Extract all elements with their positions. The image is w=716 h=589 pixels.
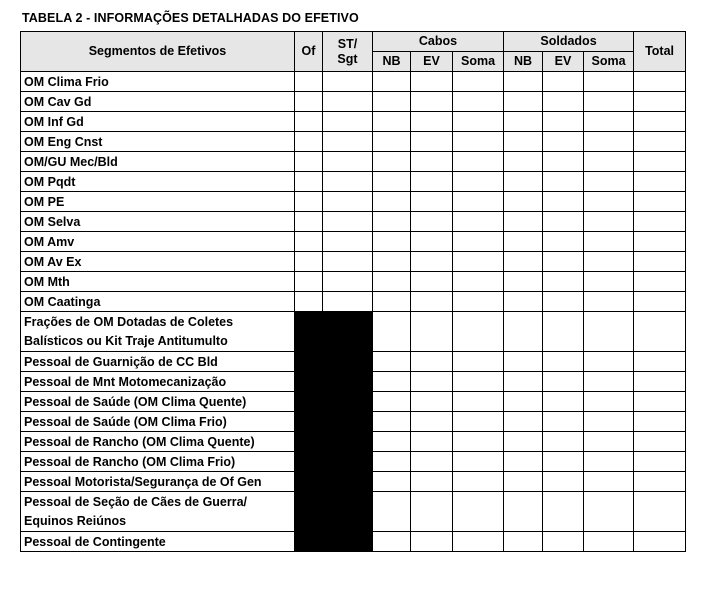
cell-total[interactable] (634, 352, 686, 372)
row-label: Pessoal de Contingente (21, 532, 295, 552)
cell-soldados-nb[interactable] (504, 352, 543, 372)
header-soldados-ev: EV (543, 52, 584, 72)
cell-soldados-nb[interactable] (504, 72, 543, 92)
cell-total[interactable] (634, 412, 686, 432)
cell-st-sgt[interactable] (323, 272, 373, 292)
cell-of (295, 452, 323, 472)
header-st-sgt (323, 32, 373, 72)
table-row (21, 292, 686, 312)
cell-cabos-nb[interactable] (373, 472, 411, 492)
row-label: OM Pqdt (21, 172, 295, 192)
cell-soldados-ev[interactable] (543, 432, 584, 452)
cell-soldados-ev[interactable] (543, 472, 584, 492)
cell-soldados-nb[interactable] (504, 252, 543, 272)
cell-cabos-ev[interactable] (411, 172, 453, 192)
cell-st-sgt (323, 432, 373, 452)
cell-soldados-nb[interactable] (504, 132, 543, 152)
cell-soldados-nb[interactable] (504, 472, 543, 492)
cell-cabos-soma[interactable] (453, 232, 504, 252)
cell-total[interactable] (634, 152, 686, 172)
cell-soldados-ev[interactable] (543, 352, 584, 372)
cell-st-sgt[interactable] (323, 252, 373, 272)
cell-soldados-soma[interactable] (584, 112, 634, 132)
cell-st-sgt[interactable] (323, 172, 373, 192)
table-row (21, 132, 686, 152)
table-body (21, 72, 686, 552)
cell-st-sgt (323, 392, 373, 412)
header-cabos-nb: NB (373, 52, 411, 72)
table-row (21, 432, 686, 452)
cell-cabos-ev[interactable] (411, 212, 453, 232)
cell-of[interactable] (295, 72, 323, 92)
row-label: OM Clima Frio (21, 72, 295, 92)
cell-of[interactable] (295, 172, 323, 192)
cell-of (295, 312, 323, 352)
cell-cabos-soma[interactable] (453, 492, 504, 532)
table-row (21, 472, 686, 492)
cell-st-sgt[interactable] (323, 292, 373, 312)
cell-cabos-nb[interactable] (373, 152, 411, 172)
table-row (21, 92, 686, 112)
cell-soldados-nb[interactable] (504, 432, 543, 452)
table-row (21, 452, 686, 472)
cell-soldados-nb[interactable] (504, 292, 543, 312)
table-row (21, 532, 686, 552)
cell-cabos-soma[interactable] (453, 292, 504, 312)
cell-cabos-soma[interactable] (453, 412, 504, 432)
cell-total[interactable] (634, 252, 686, 272)
cell-soldados-ev[interactable] (543, 532, 584, 552)
cell-soldados-soma[interactable] (584, 472, 634, 492)
cell-cabos-soma[interactable] (453, 72, 504, 92)
cell-cabos-nb[interactable] (373, 132, 411, 152)
cell-soldados-soma[interactable] (584, 392, 634, 412)
cell-soldados-ev[interactable] (543, 72, 584, 92)
cell-cabos-soma[interactable] (453, 212, 504, 232)
header-st-line2: Sgt (337, 51, 358, 66)
cell-of (295, 432, 323, 452)
table-row (21, 152, 686, 172)
cell-soldados-soma[interactable] (584, 232, 634, 252)
cell-total[interactable] (634, 312, 686, 352)
cell-cabos-nb[interactable] (373, 252, 411, 272)
header-soldados-nb: NB (504, 52, 543, 72)
cell-cabos-soma[interactable] (453, 132, 504, 152)
cell-soldados-nb[interactable] (504, 92, 543, 112)
cell-soldados-nb[interactable] (504, 492, 543, 532)
cell-soldados-ev[interactable] (543, 292, 584, 312)
cell-cabos-soma[interactable] (453, 472, 504, 492)
cell-of[interactable] (295, 232, 323, 252)
row-label: OM PE (21, 192, 295, 212)
cell-soldados-nb[interactable] (504, 372, 543, 392)
cell-cabos-nb[interactable] (373, 112, 411, 132)
cell-soldados-nb[interactable] (504, 152, 543, 172)
cell-of[interactable] (295, 292, 323, 312)
cell-soldados-soma[interactable] (584, 532, 634, 552)
cell-cabos-ev[interactable] (411, 92, 453, 112)
cell-soldados-soma[interactable] (584, 352, 634, 372)
cell-cabos-ev[interactable] (411, 372, 453, 392)
cell-soldados-soma[interactable] (584, 152, 634, 172)
cell-soldados-ev[interactable] (543, 212, 584, 232)
row-label: OM Eng Cnst (21, 132, 295, 152)
table-row (21, 352, 686, 372)
cell-cabos-nb[interactable] (373, 532, 411, 552)
cell-cabos-soma[interactable] (453, 432, 504, 452)
cell-soldados-nb[interactable] (504, 112, 543, 132)
cell-soldados-ev[interactable] (543, 132, 584, 152)
table-row (21, 412, 686, 432)
cell-soldados-ev[interactable] (543, 272, 584, 292)
cell-total[interactable] (634, 292, 686, 312)
cell-of (295, 492, 323, 532)
cell-soldados-ev[interactable] (543, 172, 584, 192)
table-row (21, 72, 686, 92)
cell-total[interactable] (634, 452, 686, 472)
efetivo-table (20, 31, 686, 552)
cell-soldados-ev[interactable] (543, 192, 584, 212)
cell-cabos-soma[interactable] (453, 392, 504, 412)
cell-cabos-ev[interactable] (411, 112, 453, 132)
cell-cabos-nb[interactable] (373, 312, 411, 352)
cell-cabos-ev[interactable] (411, 232, 453, 252)
cell-cabos-nb[interactable] (373, 412, 411, 432)
header-segmentos: Segmentos de Efetivos (21, 32, 295, 72)
cell-total[interactable] (634, 112, 686, 132)
cell-soldados-soma[interactable] (584, 132, 634, 152)
cell-soldados-soma[interactable] (584, 92, 634, 112)
cell-of (295, 392, 323, 412)
cell-total[interactable] (634, 172, 686, 192)
header-cabos: Cabos (373, 32, 504, 52)
cell-cabos-soma[interactable] (453, 352, 504, 372)
table-row (21, 172, 686, 192)
row-label: Pessoal de Saúde (OM Clima Frio) (21, 412, 295, 432)
cell-cabos-ev[interactable] (411, 152, 453, 172)
cell-total[interactable] (634, 392, 686, 412)
cell-st-sgt[interactable] (323, 72, 373, 92)
cell-cabos-nb[interactable] (373, 192, 411, 212)
cell-cabos-soma[interactable] (453, 532, 504, 552)
cell-cabos-ev[interactable] (411, 252, 453, 272)
cell-cabos-nb[interactable] (373, 372, 411, 392)
cell-cabos-ev[interactable] (411, 132, 453, 152)
cell-total[interactable] (634, 492, 686, 532)
row-label: Pessoal de Seção de Cães de Guerra/ Equinos Reiúnos (21, 492, 295, 532)
cell-total[interactable] (634, 372, 686, 392)
cell-soldados-soma[interactable] (584, 452, 634, 472)
cell-st-sgt[interactable] (323, 132, 373, 152)
cell-soldados-ev[interactable] (543, 112, 584, 132)
cell-soldados-ev[interactable] (543, 452, 584, 472)
cell-soldados-soma[interactable] (584, 172, 634, 192)
cell-st-sgt (323, 352, 373, 372)
cell-soldados-soma[interactable] (584, 372, 634, 392)
header-soldados: Soldados (504, 32, 634, 52)
cell-cabos-ev[interactable] (411, 432, 453, 452)
header-of: Of (295, 32, 323, 72)
cell-total[interactable] (634, 472, 686, 492)
cell-total[interactable] (634, 232, 686, 252)
cell-cabos-soma[interactable] (453, 252, 504, 272)
row-label: OM Mth (21, 272, 295, 292)
table-row (21, 232, 686, 252)
cell-cabos-soma[interactable] (453, 372, 504, 392)
cell-cabos-ev[interactable] (411, 532, 453, 552)
cell-of (295, 532, 323, 552)
cell-soldados-ev[interactable] (543, 152, 584, 172)
cell-soldados-nb[interactable] (504, 312, 543, 352)
cell-cabos-nb[interactable] (373, 212, 411, 232)
cell-cabos-ev[interactable] (411, 472, 453, 492)
cell-cabos-ev[interactable] (411, 492, 453, 532)
cell-of[interactable] (295, 132, 323, 152)
cell-st-sgt[interactable] (323, 232, 373, 252)
cell-total[interactable] (634, 132, 686, 152)
table-row (21, 312, 686, 352)
row-label: Pessoal de Rancho (OM Clima Frio) (21, 452, 295, 472)
cell-cabos-nb[interactable] (373, 72, 411, 92)
cell-cabos-ev[interactable] (411, 272, 453, 292)
cell-cabos-ev[interactable] (411, 292, 453, 312)
cell-soldados-soma[interactable] (584, 492, 634, 532)
cell-cabos-ev[interactable] (411, 352, 453, 372)
cell-cabos-nb[interactable] (373, 432, 411, 452)
cell-st-sgt[interactable] (323, 212, 373, 232)
cell-st-sgt (323, 492, 373, 532)
cell-st-sgt[interactable] (323, 112, 373, 132)
cell-cabos-soma[interactable] (453, 192, 504, 212)
table-row (21, 192, 686, 212)
cell-st-sgt (323, 412, 373, 432)
cell-soldados-ev[interactable] (543, 252, 584, 272)
cell-soldados-nb[interactable] (504, 212, 543, 232)
cell-of[interactable] (295, 272, 323, 292)
row-label: OM Inf Gd (21, 112, 295, 132)
header-st-line1: ST/ (337, 37, 358, 52)
row-label: OM Cav Gd (21, 92, 295, 112)
cell-soldados-nb[interactable] (504, 392, 543, 412)
table-row (21, 212, 686, 232)
cell-soldados-ev[interactable] (543, 312, 584, 352)
cell-cabos-ev[interactable] (411, 412, 453, 432)
cell-soldados-ev[interactable] (543, 372, 584, 392)
cell-of[interactable] (295, 252, 323, 272)
cell-cabos-nb[interactable] (373, 452, 411, 472)
cell-cabos-soma[interactable] (453, 272, 504, 292)
cell-cabos-ev[interactable] (411, 452, 453, 472)
row-label: Pessoal de Guarnição de CC Bld (21, 352, 295, 372)
row-label: OM Amv (21, 232, 295, 252)
cell-cabos-soma[interactable] (453, 172, 504, 192)
cell-st-sgt (323, 472, 373, 492)
cell-of[interactable] (295, 152, 323, 172)
row-label: OM Selva (21, 212, 295, 232)
cell-st-sgt (323, 312, 373, 352)
table-title: TABELA 2 - INFORMAÇÕES DETALHADAS DO EFETIVO (22, 11, 359, 25)
cell-cabos-nb[interactable] (373, 392, 411, 412)
row-label: OM Caatinga (21, 292, 295, 312)
cell-cabos-ev[interactable] (411, 72, 453, 92)
cell-soldados-ev[interactable] (543, 392, 584, 412)
header-total: Total (634, 32, 686, 72)
cell-cabos-nb[interactable] (373, 352, 411, 372)
cell-soldados-soma[interactable] (584, 432, 634, 452)
cell-total[interactable] (634, 192, 686, 212)
cell-soldados-ev[interactable] (543, 492, 584, 532)
cell-soldados-ev[interactable] (543, 412, 584, 432)
cell-cabos-ev[interactable] (411, 392, 453, 412)
table-row (21, 372, 686, 392)
cell-cabos-ev[interactable] (411, 312, 453, 352)
cell-total[interactable] (634, 432, 686, 452)
cell-cabos-soma[interactable] (453, 152, 504, 172)
cell-soldados-soma[interactable] (584, 272, 634, 292)
cell-soldados-nb[interactable] (504, 232, 543, 252)
table-row (21, 272, 686, 292)
cell-soldados-ev[interactable] (543, 92, 584, 112)
cell-st-sgt[interactable] (323, 152, 373, 172)
row-label: Pessoal de Rancho (OM Clima Quente) (21, 432, 295, 452)
cell-of (295, 352, 323, 372)
cell-st-sgt[interactable] (323, 92, 373, 112)
cell-soldados-soma[interactable] (584, 72, 634, 92)
cell-cabos-soma[interactable] (453, 112, 504, 132)
cell-total[interactable] (634, 92, 686, 112)
cell-cabos-soma[interactable] (453, 312, 504, 352)
cell-soldados-soma[interactable] (584, 292, 634, 312)
cell-soldados-nb[interactable] (504, 532, 543, 552)
cell-total[interactable] (634, 532, 686, 552)
cell-soldados-soma[interactable] (584, 412, 634, 432)
cell-soldados-ev[interactable] (543, 232, 584, 252)
row-label: Pessoal de Saúde (OM Clima Quente) (21, 392, 295, 412)
cell-st-sgt (323, 532, 373, 552)
cell-total[interactable] (634, 212, 686, 232)
cell-of (295, 372, 323, 392)
cell-soldados-nb[interactable] (504, 192, 543, 212)
cell-cabos-ev[interactable] (411, 192, 453, 212)
row-label: Pessoal de Mnt Motomecanização (21, 372, 295, 392)
row-label: Pessoal Motorista/Segurança de Of Gen (21, 472, 295, 492)
table-row (21, 392, 686, 412)
table-row (21, 112, 686, 132)
cell-total[interactable] (634, 72, 686, 92)
cell-of[interactable] (295, 192, 323, 212)
cell-cabos-nb[interactable] (373, 492, 411, 532)
cell-st-sgt (323, 372, 373, 392)
cell-total[interactable] (634, 272, 686, 292)
cell-cabos-nb[interactable] (373, 172, 411, 192)
header-soldados-soma: Soma (584, 52, 634, 72)
cell-soldados-nb[interactable] (504, 272, 543, 292)
row-label: OM Av Ex (21, 252, 295, 272)
cell-soldados-soma[interactable] (584, 252, 634, 272)
cell-cabos-soma[interactable] (453, 92, 504, 112)
table-row (21, 492, 686, 532)
header-cabos-ev: EV (411, 52, 453, 72)
cell-of[interactable] (295, 92, 323, 112)
cell-cabos-nb[interactable] (373, 92, 411, 112)
cell-st-sgt (323, 452, 373, 472)
cell-soldados-nb[interactable] (504, 412, 543, 432)
table-row (21, 252, 686, 272)
cell-soldados-nb[interactable] (504, 172, 543, 192)
cell-cabos-nb[interactable] (373, 232, 411, 252)
cell-cabos-soma[interactable] (453, 452, 504, 472)
cell-cabos-nb[interactable] (373, 292, 411, 312)
cell-soldados-soma[interactable] (584, 312, 634, 352)
cell-soldados-nb[interactable] (504, 452, 543, 472)
cell-of[interactable] (295, 212, 323, 232)
row-label: OM/GU Mec/Bld (21, 152, 295, 172)
cell-st-sgt[interactable] (323, 192, 373, 212)
cell-of[interactable] (295, 112, 323, 132)
cell-soldados-soma[interactable] (584, 192, 634, 212)
cell-of (295, 472, 323, 492)
cell-soldados-soma[interactable] (584, 212, 634, 232)
row-label: Frações de OM Dotadas de Coletes Balísticos ou Kit Traje Antitumulto (21, 312, 295, 352)
header-cabos-soma: Soma (453, 52, 504, 72)
cell-cabos-nb[interactable] (373, 272, 411, 292)
cell-of (295, 412, 323, 432)
